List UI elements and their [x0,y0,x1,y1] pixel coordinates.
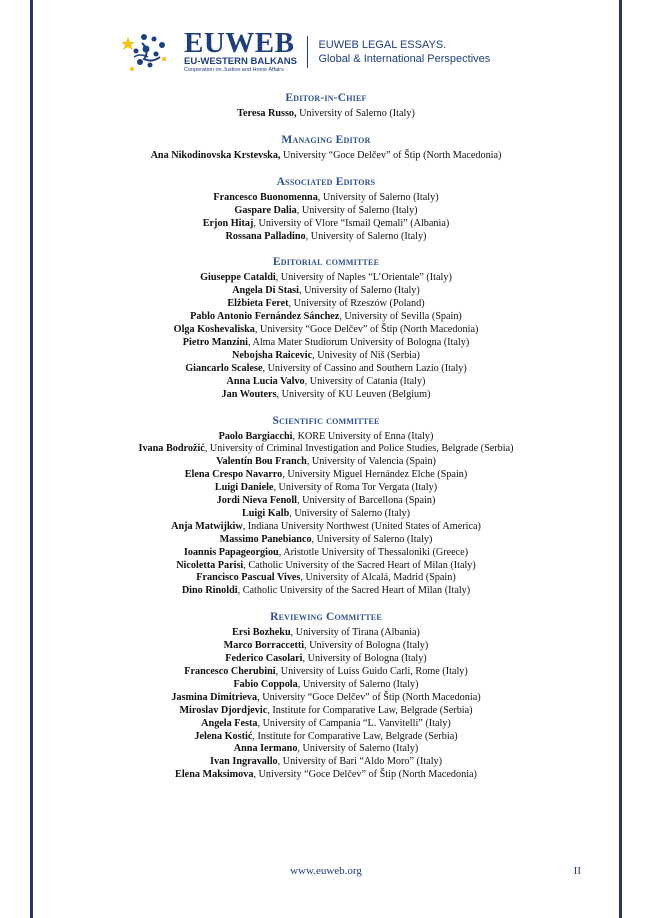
list-item [33,743,619,756]
person-name: Elżbieta Feret [227,298,289,310]
affiliation: , University of Roma Tor Vergata (Italy) [273,482,438,494]
person-name: Luigi Daniele [214,482,274,494]
affiliation: , University of Sevilla (Spain) [339,311,462,323]
affiliation: , Catholic University of the Sacred Heart of Milan (Italy) [243,559,476,571]
section-editorial-committee [33,256,619,401]
section-editor-in-chief [33,92,619,121]
list-item [33,718,619,731]
list-item [33,298,619,311]
affiliation: , University of Bari “Aldo Moro” (Italy) [277,756,443,768]
section-managing-editor [33,134,619,163]
list-item [33,389,619,402]
person-name: Pietro Manzini [182,336,248,348]
person-name: Erjon Hitaj [202,217,254,229]
list-item [33,456,619,469]
section-associated-editors [33,176,619,244]
person-name: Anna Iermano [233,743,298,755]
affiliation: , University of Salerno (Italy) [298,285,420,297]
list-item [33,363,619,376]
list-item [33,285,619,298]
affiliation: , Alma Mater Studiorum University of Bologna (Italy) [247,336,470,348]
affiliation: , University of Catania (Italy) [304,375,426,387]
affiliation: , University of Salerno (Italy) [317,191,439,203]
person-name: Fabio Coppola [233,678,298,690]
person-name: Olga Koshevaliska [173,324,255,336]
footer-website-link[interactable]: www.euweb.org [290,865,362,877]
affiliation: , KORE University of Enna (Italy) [292,430,434,442]
person-name: Jelena Kostić [194,730,253,742]
affiliation: University “Goce Delčev” of Štip (North Macedonia) [280,149,502,161]
person-name: Anna Lucia Valvo [226,375,305,387]
affiliation: , Institute for Comparative Law, Belgrade (Serbia) [267,704,473,716]
affiliation: , University of Barcellona (Spain) [297,495,436,507]
section-scientific-committee [33,415,619,599]
affiliation: , University of Cassino and Southern Lazio (Italy) [262,362,467,374]
list-item [33,469,619,482]
list-item [33,272,619,285]
affiliation: , University of Salerno (Italy) [297,678,419,690]
page-header [122,28,542,76]
section-reviewing-committee [33,611,619,782]
affiliation: , University of Salerno (Italy) [297,743,419,755]
person-name: Federico Casolari [225,653,303,665]
person-name: Anja Matwijkiw [171,520,243,532]
list-item [33,585,619,598]
person-name: Jordi Nieva Fenoll [216,495,298,507]
person-name: Angela Festa [201,717,258,729]
list-item [33,231,619,244]
person-name: Ivan Ingravallo [209,756,278,768]
person-name: Ivana Bodrožić [138,443,205,455]
list-item [33,218,619,231]
affiliation: , University of Salerno (Italy) [311,533,433,545]
affiliation: , University of Criminal Investigation and Police Studies, Belgrade (Serbia) [204,443,514,455]
affiliation: , University of KU Leuven (Belgium) [276,388,431,400]
logo-subtitle: EU-WESTERN BALKANS [184,56,297,67]
person-name: Jan Wouters [221,388,277,400]
page-number: II [573,865,581,877]
person-name: Valentín Bou Franch [216,456,307,468]
list-item [33,508,619,521]
section-title: Managing Editor [281,133,371,146]
person-name: Giuseppe Cataldi [200,272,276,284]
person-name: Ana Nikodinovska Krstevska, [150,149,281,161]
person-name: Massimo Panebianco [219,533,312,545]
person-name: Jasmina Dimitrieva [171,691,258,703]
affiliation: , University “Goce Delčev” of Štip (North Macedonia) [253,769,477,781]
affiliation: , Univesity of Niš (Serbia) [312,349,420,361]
person-name: Luigi Kalb [241,507,290,519]
affiliation: , University of Luiss Guido Carli, Rome (Italy) [275,666,468,677]
person-name: Teresa Russo, [237,108,297,119]
list-item [33,666,619,679]
list-item [33,692,619,705]
list-item [33,547,619,560]
page-border-right [619,0,622,918]
affiliation: , University of Salerno (Italy) [296,204,418,216]
list-item [33,560,619,573]
logo-tagline: Cooperation on Justice and Home Affairs [184,67,284,73]
list-item [33,731,619,744]
series-line-1: EUWEB LEGAL ESSAYS. [318,39,447,51]
list-item [33,376,619,389]
person-name: Gaspare Dalia [234,204,297,216]
list-item [33,705,619,718]
affiliation: , University of Salerno (Italy) [289,507,411,519]
list-item [33,653,619,666]
series-line-2: Global & International Perspectives [318,53,491,65]
affiliation: , Institute for Comparative Law, Belgrade (Serbia) [252,730,458,742]
affiliation: , Indiana University Northwest (United States of America) [242,520,481,532]
section-title: Scientific committee [272,414,380,427]
person-name: Dino Rinoldi [181,585,238,597]
person-name: Francesco Cherubini [184,666,276,677]
person-name: Nebojsha Raicevic [232,349,313,361]
section-title: Editorial committee [272,256,380,269]
affiliation: , University “Goce Delčev” of Štip (North Macedonia) [257,691,481,703]
list-item [33,205,619,218]
person-name: Marco Borraccetti [223,640,305,652]
list-item [33,640,619,653]
person-name: Angela Di Stasi [232,285,299,297]
euweb-logo-icon [122,29,182,75]
page-footer [33,865,619,881]
list-item [33,192,619,205]
person-name: Francisco Pascual Vives [196,572,301,584]
list-item [33,108,619,121]
affiliation: , University of Bologna (Italy) [304,640,429,652]
person-name: Miroslav Djordjevic [179,704,268,716]
affiliation: , Catholic University of the Sacred Heart of Milan (Italy) [237,585,471,597]
list-item [33,627,619,640]
list-item [33,495,619,508]
affiliation: , University of Tirana (Albania) [290,627,420,639]
person-name: Pablo Antonio Fernández Sánchez [190,311,340,323]
person-name: Francesco Buonomenna [213,191,318,203]
series-title [318,38,490,66]
logo-wordmark [184,27,297,74]
masthead [33,92,619,795]
affiliation: , University of Salerno (Italy) [305,230,427,242]
affiliation: , University of Alcalá, Madrid (Spain) [300,572,456,584]
affiliation: , University of Rzeszów (Poland) [288,298,425,310]
list-item [33,769,619,782]
list-item [33,431,619,444]
affiliation: , University “Goce Delčev” of Štip (North Macedonia) [254,324,479,336]
affiliation: , University of Bologna (Italy) [302,653,427,665]
person-name: Elena Crespo Navarro [184,469,283,481]
affiliation: , University of Valencia (Spain) [306,456,436,468]
affiliation: , University of Vlore “Ismail Qemali” (Albania) [253,217,450,229]
affiliation: , University of Naples “L’Orientale” (Italy) [275,272,452,284]
logo-title: EUWEB [184,27,295,59]
list-item [33,324,619,337]
list-item [33,521,619,534]
affiliation: , University Miguel Hernández Elche (Spain) [282,469,468,481]
affiliation: University of Salerno (Italy) [296,108,415,119]
section-title: Associated Editors [276,175,376,188]
list-item [33,150,619,163]
person-name: Nicoletta Parisi [176,559,244,571]
list-item [33,534,619,547]
header-divider [307,36,309,68]
list-item [33,756,619,769]
affiliation: , Aristotle University of Thessaloniki (Greece) [278,546,469,558]
list-item [33,679,619,692]
person-name: Ioannis Papageorgiou [183,546,279,558]
section-title: Reviewing Committee [270,611,382,624]
list-item [33,311,619,324]
list-item [33,337,619,350]
person-name: Giancarlo Scalese [185,362,263,374]
list-item [33,572,619,585]
affiliation: , University of Campania “L. Vanvitelli” (Italy) [257,717,451,729]
list-item [33,350,619,363]
person-name: Rossana Palladino [225,230,306,242]
list-item [33,443,619,456]
list-item [33,482,619,495]
person-name: Elena Maksimova [175,769,254,781]
person-name: Ersi Bozheku [232,627,291,639]
section-title: Editor-in-Chief [285,92,367,104]
person-name: Paolo Bargiacchi [218,430,293,442]
